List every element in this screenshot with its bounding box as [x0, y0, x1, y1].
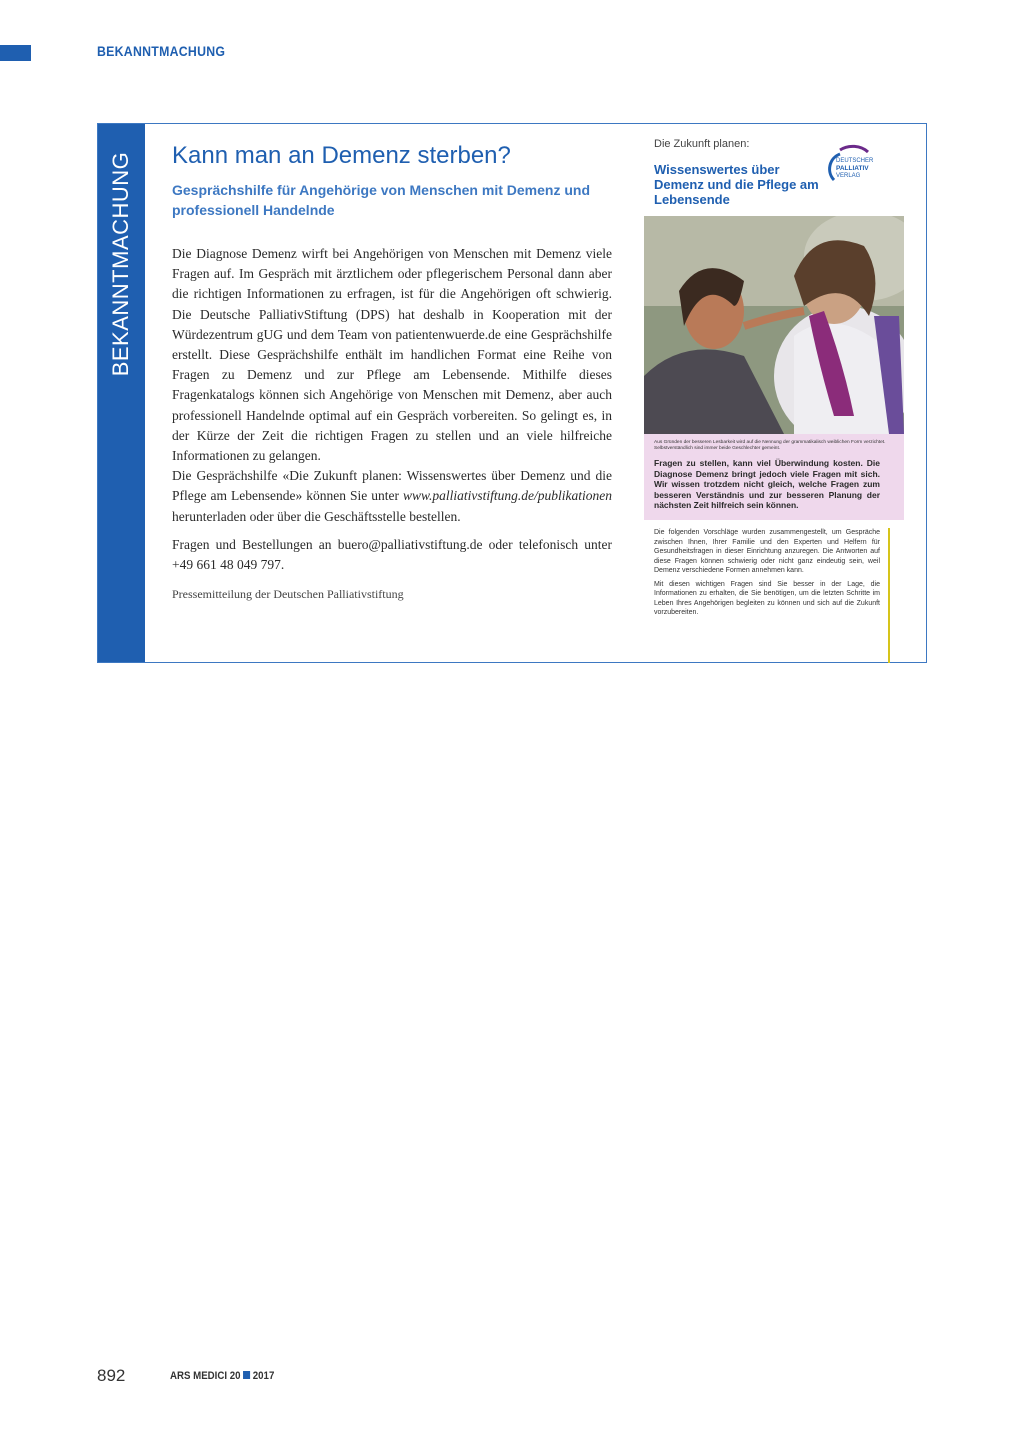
article	[172, 142, 612, 602]
article-subtitle: Gesprächshilfe für Angehörige von Menschen mit Demenz und professionell Handelnde	[172, 182, 590, 218]
article-body	[172, 244, 612, 602]
brochure-text: Die folgenden Vorschläge wurden zusammengestellt, um Gespräche zwischen Ihnen, Ihrer Familie und den Experten und Helfern für Gesundheitsfragen in dieser Einrichtung anzuregen. Die Antworten auf diese Fragen können schwierig oder nicht ganz eindeutig sein, weil Demenz verschiedene Formen annehmen kann. Mit diesen wichtigen Fragen sind Sie besser in der Lage, die Informationen zu erhalten, die Sie benötigen, um die letzten Schritte im Leben Ihres Angehörigen begleiten zu können und sich auf die Zukunft vorzubereiten.	[654, 529, 880, 616]
accent-rule	[888, 528, 890, 663]
intro-panel	[644, 434, 904, 520]
square-icon	[243, 1371, 250, 1379]
paragraph: Die Gesprächshilfe «Die Zukunft planen: Wissenswertes über Demenz und die Pflege am Lebensende» können Sie unter www.palliativstiftung.de/publikationen herunterladen oder über die Geschäftsstelle bestellen.	[172, 468, 612, 524]
intro-text: Fragen zu stellen, kann viel Überwindung kosten. Die Diagnose Demenz bringt jedoch viele Fragen mit sich. Wir wissen trotzdem nicht gleich, welche Fragen zum besseren Verständnis und zur besseren Planung der nächsten Zeit hilfreich sein können.	[654, 458, 880, 510]
section-header: BEKANNTMACHUNG	[97, 43, 226, 59]
section-color-bar	[0, 45, 31, 61]
brochure-kicker: Die Zukunft planen:	[654, 138, 750, 150]
magazine-issue: ARS MEDICI 20 2017	[170, 1370, 275, 1382]
publication-link[interactable]: www.palliativstiftung.de/publikationen	[403, 488, 612, 504]
page-number: 892	[97, 1366, 126, 1385]
article-title: Kann man an Demenz sterben?	[172, 142, 511, 169]
side-label: BEKANNTMACHUNG	[108, 151, 133, 377]
paragraph: Die Diagnose Demenz wirft bei Angehörigen von Menschen mit Demenz viele Fragen auf. Im Gespräch mit ärztlichem oder pflegerischem Personal dann aber die richtigen Informationen zu erfragen, ist für die Angehörigen oft schwierig. Die Deutsche PalliativStiftung (DPS) hat deshalb in Kooperation mit der Würdezentrum gUG und dem Team von patientenwuerde.de eine Gesprächshilfe erstellt. Diese Gesprächshilfe enthält im handlichen Format eine Reihe von Fragen zu Demenz und zur Pflege am Lebensende. Mithilfe dieses Fragenkatalogs können sich Angehörige von Menschen mit Demenz, aber auch professionell Handelnde optimal auf ein Gespräch vorbereiten. So gelingt es, in der Kürze der Zeit die richtigen Fragen zu stellen und an viele hilfreiche Informationen zu gelangen.	[172, 246, 612, 464]
caregiver-photo	[644, 216, 904, 434]
publisher-logo-text: DEUTSCHER PALLIATIV VERLAG	[836, 158, 874, 179]
brochure-thumbnail	[644, 130, 904, 650]
announcement-box	[97, 123, 927, 663]
press-source: Pressemitteilung der Deutschen Palliativstiftung	[172, 587, 404, 602]
side-band	[98, 124, 145, 662]
note-text: Aus Gründen der besseren Lesbarkeit wird auf die Nennung der grammatikalisch weiblichen Form verzichtet. Selbstverständlich sind immer beide Geschlechter gemeint.	[654, 440, 886, 451]
paragraph: Fragen und Bestellungen an buero@palliativstiftung.de oder telefonisch unter +49 661 48 049 797.	[172, 536, 612, 573]
brochure-title: Wissenswertes über Demenz und die Pflege am Lebensende	[654, 162, 819, 207]
